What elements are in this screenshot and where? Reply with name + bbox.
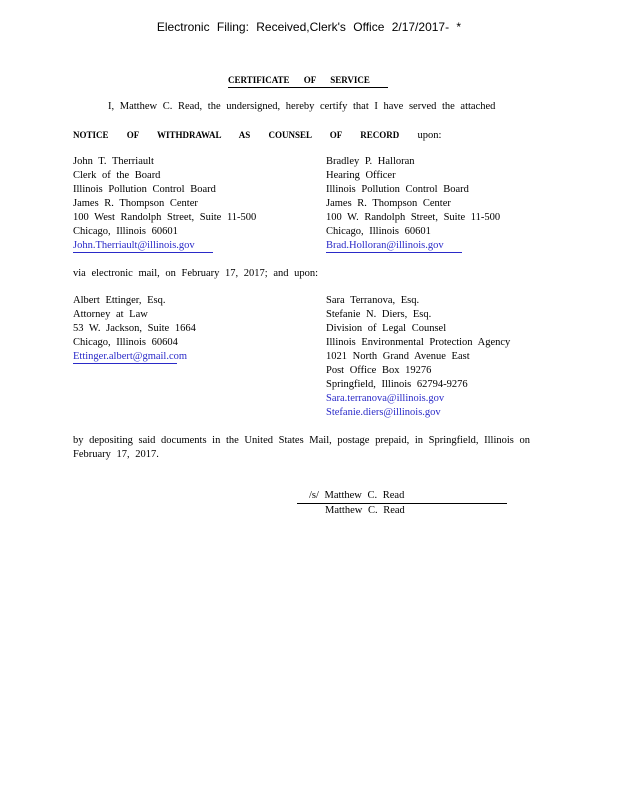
email-link[interactable]: John.Therriault@illinois.gov xyxy=(73,240,213,253)
recipient-line: Hearing Officer xyxy=(326,170,396,181)
email-link[interactable]: Ettinger.albert@gmail.com xyxy=(73,351,188,362)
recipient-line: Illinois Environmental Protection Agency xyxy=(326,337,511,348)
recipient-line: 53 W. Jackson, Suite 1664 xyxy=(73,323,196,334)
notice-line xyxy=(73,130,453,141)
signature-line: /s/ Matthew C. Read xyxy=(297,489,507,504)
recipient-line: Chicago, Illinois 60601 xyxy=(73,226,178,237)
recipient-line: Sara Terranova, Esq. xyxy=(326,295,420,306)
recipient-line: Bradley P. Halloran xyxy=(326,156,415,167)
recipient-line: 1021 North Grand Avenue East xyxy=(326,351,470,362)
recipient-hearing-officer xyxy=(326,155,500,253)
recipient-line: Stefanie N. Diers, Esq. xyxy=(326,309,432,320)
recipient-line: Attorney at Law xyxy=(73,309,148,320)
recipient-line: Post Office Box 19276 xyxy=(326,365,432,376)
recipient-line: Chicago, Illinois 60604 xyxy=(73,337,178,348)
via-electronic-text: via electronic mail, on February 17, 2017; and upon: xyxy=(73,268,319,279)
certificate-intro: I, Matthew C. Read, the undersigned, hereby certify that I have served the attached xyxy=(108,101,496,112)
recipient-line: James R. Thompson Center xyxy=(326,198,451,209)
recipient-line: James R. Thompson Center xyxy=(73,198,198,209)
filing-header: Electronic Filing: Received,Clerk's Office 2/17/2017- * xyxy=(156,20,462,34)
email-link[interactable]: Brad.Holloran@illinois.gov xyxy=(326,240,462,253)
notice-title: NOTICE OF WITHDRAWAL AS COUNSEL OF RECORD xyxy=(73,130,400,140)
recipient-line: 100 W. Randolph Street, Suite 11-500 xyxy=(326,212,501,223)
recipient-clerk xyxy=(73,155,256,253)
signature-block xyxy=(297,489,507,518)
recipient-line: Illinois Pollution Control Board xyxy=(326,184,469,195)
recipient-ettinger xyxy=(73,294,196,364)
recipient-line: Chicago, Illinois 60601 xyxy=(326,226,431,237)
certificate-title: CERTIFICATE OF SERVICE xyxy=(228,75,388,88)
recipient-line: Clerk of the Board xyxy=(73,170,161,181)
closing-text: by depositing said documents in the United States Mail, postage prepaid, in Springfield, Illinois on February 17, 2017. xyxy=(73,435,530,460)
recipient-line: Illinois Pollution Control Board xyxy=(73,184,216,195)
upon-label: upon: xyxy=(417,130,442,141)
recipient-line: Albert Ettinger, Esq. xyxy=(73,295,166,306)
recipient-line: Division of Legal Counsel xyxy=(326,323,447,334)
email-link[interactable]: Stefanie.diers@illinois.gov xyxy=(326,407,441,418)
signature-name: Matthew C. Read xyxy=(325,505,405,516)
recipient-iepa xyxy=(326,294,510,420)
email-link[interactable]: Sara.terranova@illinois.gov xyxy=(326,393,445,404)
recipient-line: 100 West Randolph Street, Suite 11-500 xyxy=(73,212,257,223)
recipient-line: Springfield, Illinois 62794-9276 xyxy=(326,379,468,390)
recipient-line: John T. Therriault xyxy=(73,156,154,167)
